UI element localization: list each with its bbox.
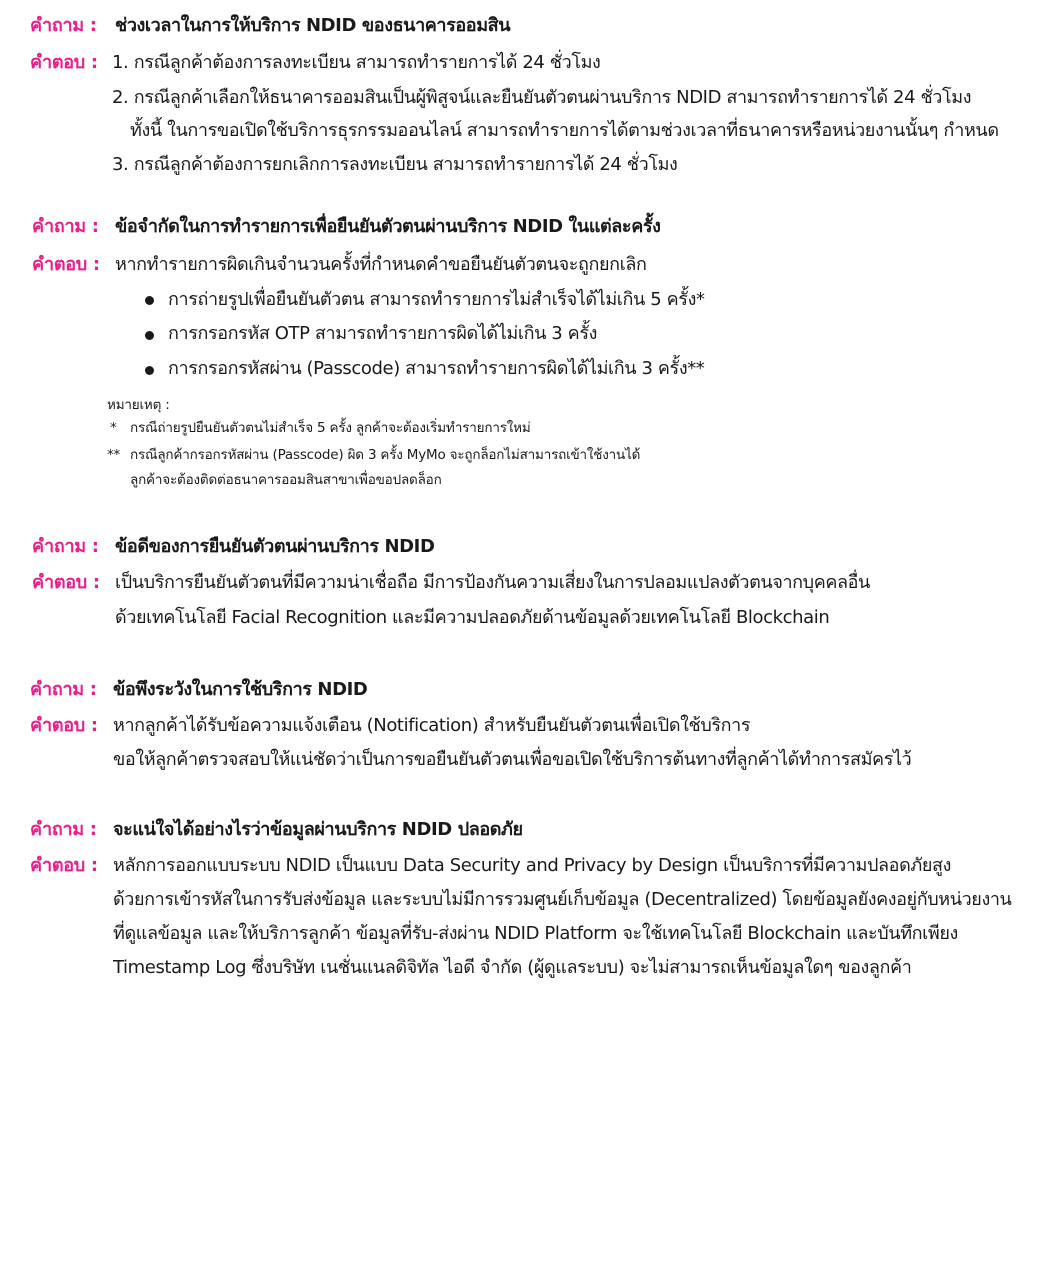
answer-label: คำตอบ : bbox=[30, 855, 98, 876]
answer-line: Timestamp Log ซึ่งบริษัท เนชั่นแนลดิจิทัล ไอดี จำกัด (ผู้ดูแลระบบ) จะไม่สามารถเห็นข้อมูลใดๆ ของลูกค้า bbox=[113, 957, 912, 978]
answer-line: เป็นบริการยืนยันตัวตนที่มีความน่าเชื่อถือ มีการป้องกันความเสี่ยงในการปลอมแปลงตัวตนจากบุคคลอื่น bbox=[115, 572, 870, 593]
question-text: ข้อจำกัดในการทำรายการเพื่อยืนยันตัวตนผ่านบริการ NDID ในแต่ละครั้ง bbox=[115, 216, 661, 237]
answer-label: คำตอบ : bbox=[30, 715, 98, 736]
answer-label: คำตอบ : bbox=[32, 254, 100, 275]
question-label: คำถาม : bbox=[30, 819, 97, 840]
note-mark: ** bbox=[107, 447, 121, 463]
note-text: ลูกค้าจะต้องติดต่อธนาคารออมสินสาขาเพื่อขอปลดล็อก bbox=[130, 472, 442, 488]
answer-line: ที่ดูแลข้อมูล และให้บริการลูกค้า ข้อมูลที่รับ-ส่งผ่าน NDID Platform จะใช้เทคโนโลยี Blockchain และบันทึกเพียง bbox=[113, 923, 958, 944]
question-text: จะแน่ใจได้อย่างไรว่าข้อมูลผ่านบริการ NDID ปลอดภัย bbox=[113, 819, 523, 840]
answer-label: คำตอบ : bbox=[30, 52, 98, 73]
answer-line: ทั้งนี้ ในการขอเปิดใช้บริการธุรกรรมออนไลน์ สามารถทำรายการได้ตามช่วงเวลาที่ธนาคารหรือหน่วยงานนั้นๆ กำหนด bbox=[130, 120, 999, 141]
answer-line: หากลูกค้าได้รับข้อความแจ้งเตือน (Notification) สำหรับยืนยันตัวตนเพื่อเปิดใช้บริการ bbox=[113, 715, 751, 736]
note-text: กรณีถ่ายรูปยืนยันตัวตนไม่สำเร็จ 5 ครั้ง ลูกค้าจะต้องเริ่มทำรายการใหม่ bbox=[130, 420, 531, 436]
answer-line: ด้วยการเข้ารหัสในการรับส่งข้อมูล และระบบไม่มีการรวมศูนย์เก็บข้อมูล (Decentralized) โดยข้อมูลยังคงอยู่กับหน่วยงาน bbox=[113, 889, 1012, 910]
bullet-icon bbox=[145, 296, 154, 305]
question-label: คำถาม : bbox=[32, 536, 99, 557]
answer-line: หลักการออกแบบระบบ NDID เป็นแบบ Data Security and Privacy by Design เป็นบริการที่มีความปลอดภัยสูง bbox=[113, 855, 951, 876]
bullet-icon bbox=[145, 331, 154, 340]
note-text: กรณีลูกค้ากรอกรหัสผ่าน (Passcode) ผิด 3 ครั้ง MyMo จะถูกล็อกไม่สามารถเข้าใช้งานได้ bbox=[130, 447, 641, 463]
answer-line: ด้วยเทคโนโลยี Facial Recognition และมีความปลอดภัยด้านข้อมูลด้วยเทคโนโลยี Blockchain bbox=[115, 607, 830, 628]
answer-line: 1. กรณีลูกค้าต้องการลงทะเบียน สามารถทำรายการได้ 24 ชั่วโมง bbox=[112, 52, 601, 73]
bullet-text: การถ่ายรูปเพื่อยืนยันตัวตน สามารถทำรายการไม่สำเร็จได้ไม่เกิน 5 ครั้ง* bbox=[168, 289, 705, 310]
bullet-icon bbox=[145, 366, 154, 375]
question-text: ข้อดีของการยืนยันตัวตนผ่านบริการ NDID bbox=[115, 536, 435, 557]
note-mark: * bbox=[110, 420, 117, 436]
answer-line: 2. กรณีลูกค้าเลือกให้ธนาคารออมสินเป็นผู้พิสูจน์และยืนยันตัวตนผ่านบริการ NDID สามารถทำรายการได้ 24 ชั่วโมง bbox=[112, 87, 972, 108]
note-title: หมายเหตุ : bbox=[107, 397, 170, 413]
answer-line: 3. กรณีลูกค้าต้องการยกเลิกการลงทะเบียน สามารถทำรายการได้ 24 ชั่วโมง bbox=[112, 154, 678, 175]
answer-label: คำตอบ : bbox=[32, 572, 100, 593]
answer-line: ขอให้ลูกค้าตรวจสอบให้แน่ชัดว่าเป็นการขอยืนยันตัวตนเพื่อขอเปิดใช้บริการต้นทางที่ลูกค้าได้ทำการสมัครไว้ bbox=[113, 749, 912, 770]
answer-intro: หากทำรายการผิดเกินจำนวนครั้งที่กำหนดคำขอยืนยันตัวตนจะถูกยกเลิก bbox=[115, 254, 647, 275]
question-label: คำถาม : bbox=[30, 15, 97, 36]
question-label: คำถาม : bbox=[32, 216, 99, 237]
bullet-text: การกรอกรหัสผ่าน (Passcode) สามารถทำรายการผิดได้ไม่เกิน 3 ครั้ง** bbox=[168, 358, 705, 379]
question-text: ช่วงเวลาในการให้บริการ NDID ของธนาคารออมสิน bbox=[115, 15, 511, 36]
question-text: ข้อพึงระวังในการใช้บริการ NDID bbox=[113, 679, 368, 700]
question-label: คำถาม : bbox=[30, 679, 97, 700]
bullet-text: การกรอกรหัส OTP สามารถทำรายการผิดได้ไม่เกิน 3 ครั้ง bbox=[168, 323, 597, 344]
